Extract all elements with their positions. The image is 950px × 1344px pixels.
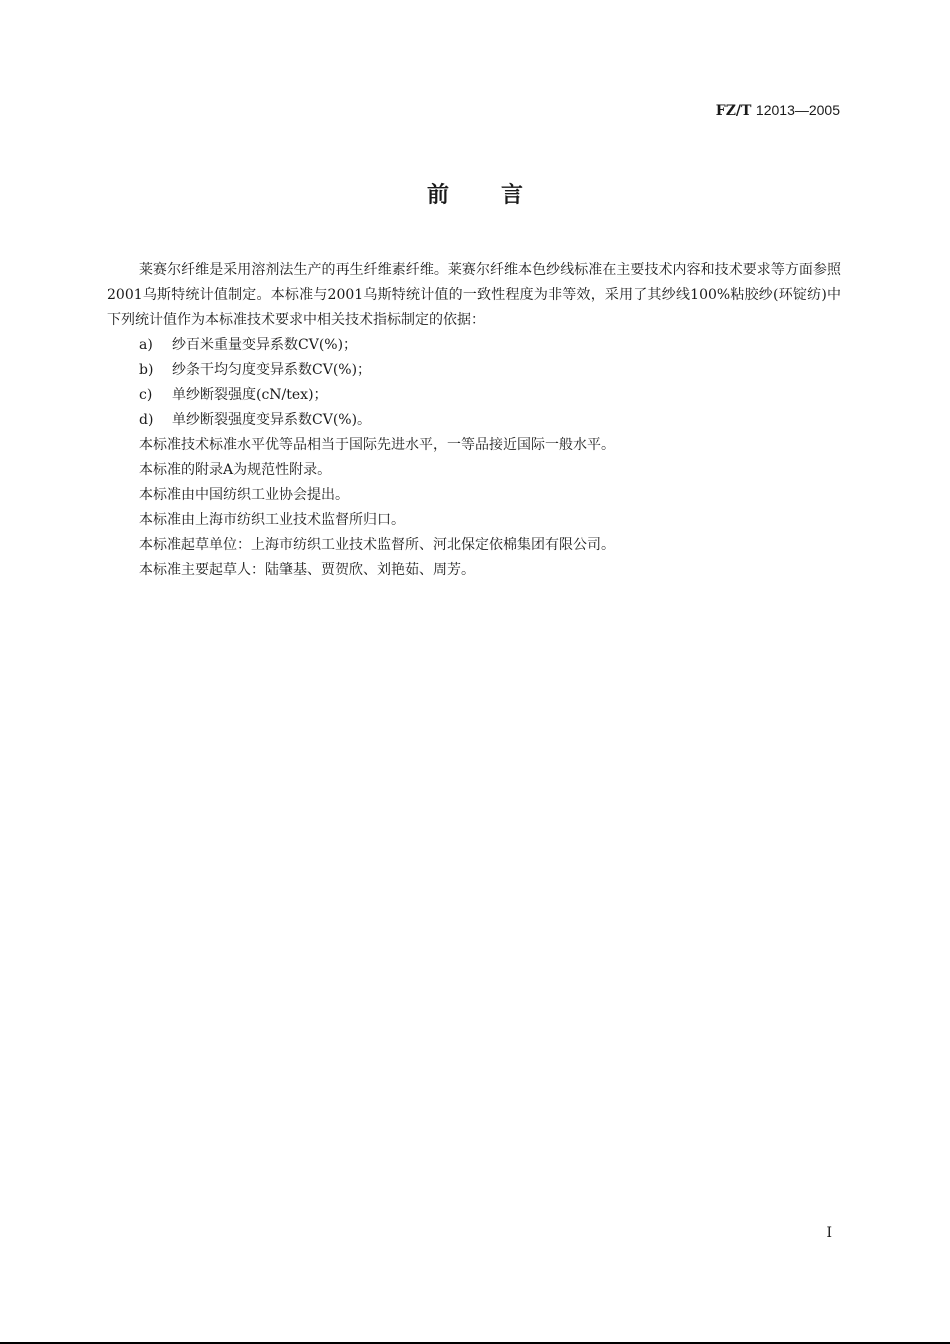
list-item [107,333,841,358]
list-marker: d) [139,412,154,428]
statement-line: 本标准的附录A为规范性附录。 [139,462,332,478]
intro-paragraph: 莱赛尔纤维是采用溶剂法生产的再生纤维素纤维。莱赛尔纤维本色纱线标准在主要技术内容和技术要求等方面参照2001乌斯特统计值制定。本标准与2001乌斯特统计值的一致性程度为非等效，采用了其纱线100%粘胶纱(环锭纺)中下列统计值作为本标准技术要求中相关技术指标制定的依据： [107,262,841,328]
page-title: 前言 [426,183,575,208]
statement-line: 本标准由上海市纺织工业技术监督所归口。 [139,512,405,528]
list-item [107,408,841,433]
page-number: I [826,1225,832,1241]
statement-line: 本标准技术标准水平优等品相当于国际先进水平，一等品接近国际一般水平。 [139,437,615,453]
standard-code-prefix: FZ/T [715,103,752,119]
list-text: 纱条干均匀度变异系数CV(%)； [172,362,372,378]
statement-line: 本标准由中国纺织工业协会提出。 [139,487,349,503]
list-text: 纱百米重量变异系数CV(%)； [172,337,358,353]
standard-code [716,100,840,121]
statement-line: 本标准起草单位：上海市纺织工业技术监督所、河北保定依棉集团有限公司。 [139,537,615,553]
list-item [107,383,841,408]
list-marker: a) [139,337,153,353]
list-text: 单纱断裂强度(cN/tex)； [172,387,328,403]
standard-code-number: 12013—2005 [755,102,840,118]
list-marker: c) [139,387,153,403]
list-item [107,358,841,383]
foreword-body [107,258,841,583]
list-marker: b) [139,362,154,378]
statement-line: 本标准主要起草人：陆肇基、贾贺欣、刘艳茹、周芳。 [139,562,475,578]
list-text: 单纱断裂强度变异系数CV(%)。 [172,412,372,428]
